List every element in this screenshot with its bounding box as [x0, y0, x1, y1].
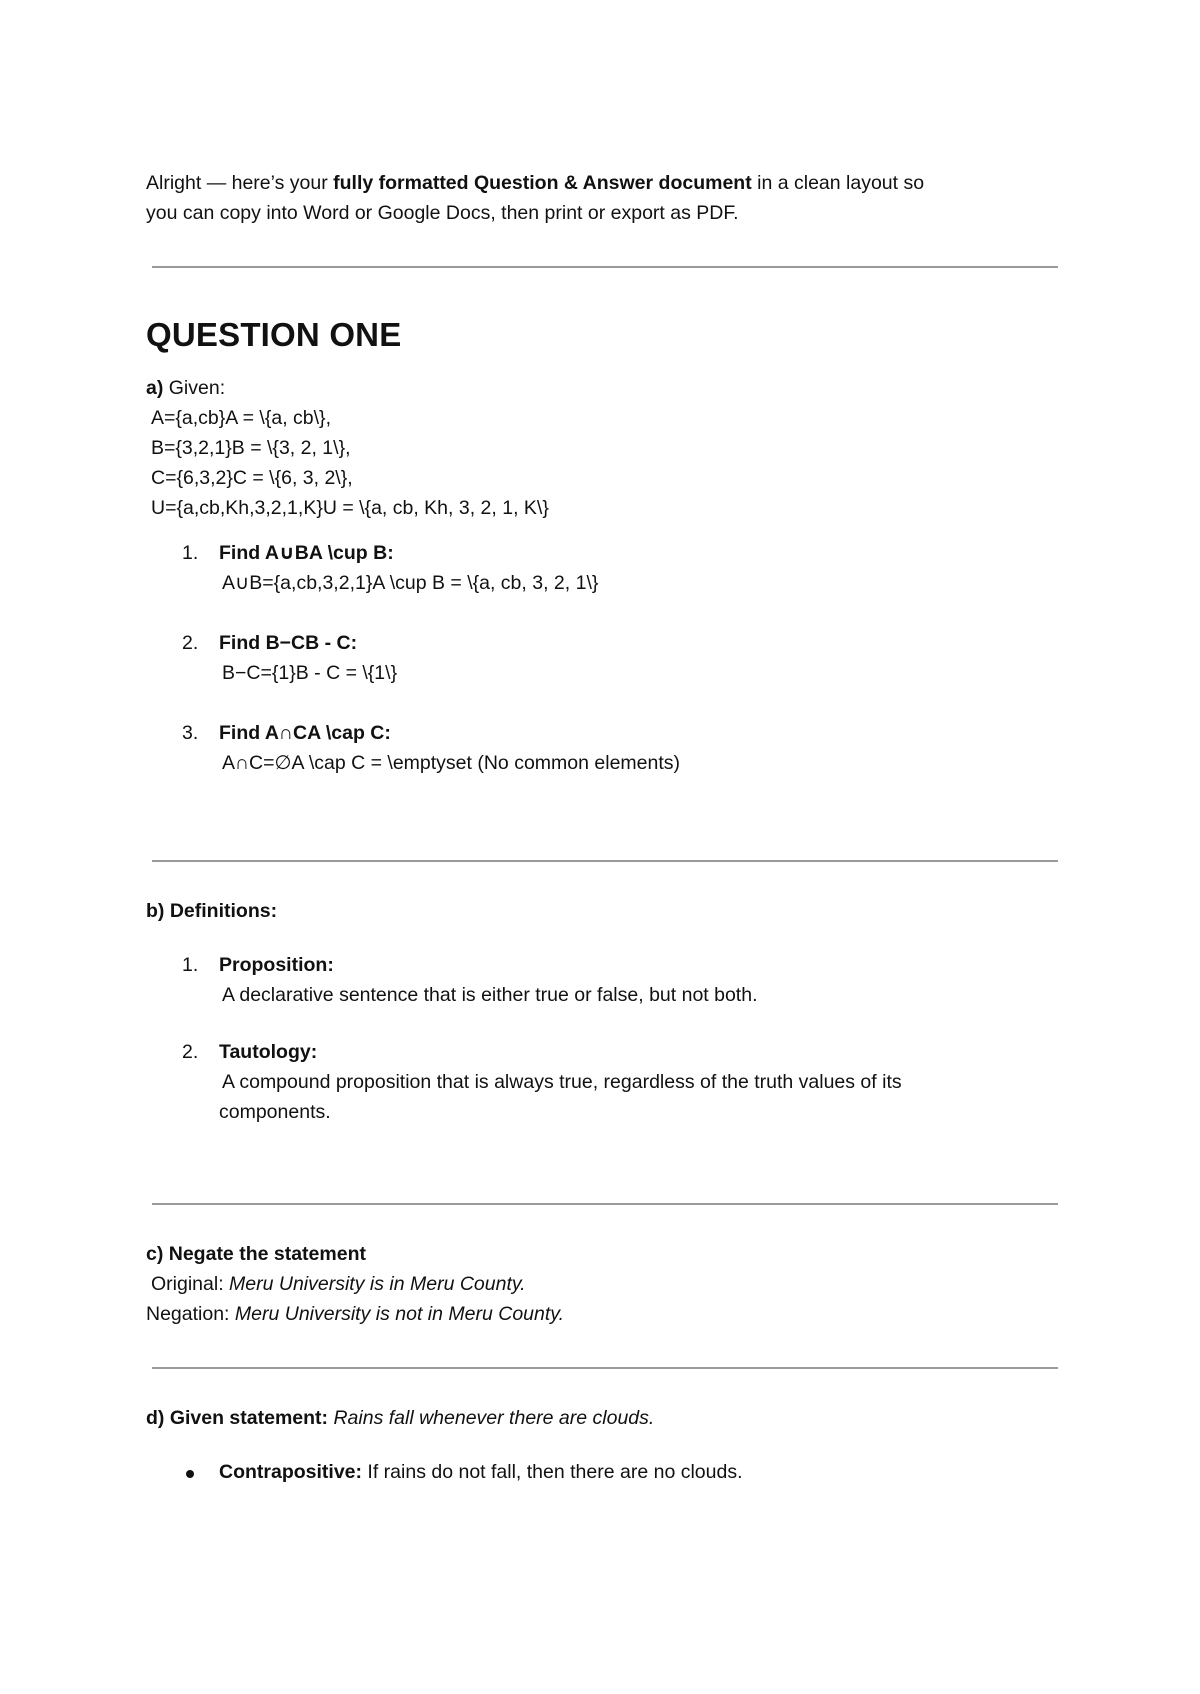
set-b: B={3,2,1}B = \{3, 2, 1\},	[151, 437, 351, 459]
definition-tautology-line1: A compound proposition that is always true, regardless of the truth values of its	[222, 1071, 902, 1093]
term-proposition: Proposition:	[219, 954, 334, 976]
part-d-title	[146, 1403, 1066, 1433]
part-a-given	[146, 373, 1066, 403]
given-label: Given:	[163, 377, 226, 399]
definition-tautology-line2: components.	[219, 1101, 331, 1123]
item-answer: A∪B={a,cb,3,2,1}A \cup B = \{a, cb, 3, 2, 1\}	[222, 572, 599, 594]
item-number: 1.	[182, 954, 199, 976]
item-title: Find A∩CA \cap C:	[219, 722, 391, 744]
part-d-title-text: d) Given statement:	[146, 1407, 329, 1429]
intro-line2: you can copy into Word or Google Docs, then print or export as PDF.	[146, 202, 739, 224]
item-number: 2.	[182, 1041, 199, 1063]
set-a: A={a,cb}A = \{a, cb\},	[151, 407, 331, 429]
intro-bold: fully formatted Question & Answer document	[333, 172, 752, 194]
document-page	[146, 168, 1066, 1487]
set-c: C={6,3,2}C = \{6, 3, 2\},	[151, 467, 353, 489]
intro-paragraph	[146, 168, 1066, 228]
negation-label: Negation:	[146, 1303, 235, 1325]
contrapositive-text: If rains do not fall, then there are no clouds.	[362, 1461, 743, 1483]
part-b-title	[146, 896, 1066, 926]
item-answer: B−C={1}B - C = \{1\}	[222, 662, 398, 684]
intro-line1-rest: in a clean layout so	[751, 172, 925, 194]
contrapositive-label: Contrapositive:	[219, 1461, 363, 1483]
list-item	[146, 950, 1066, 1010]
negation-statement	[146, 1299, 1066, 1329]
item-answer: A∩C=∅A \cap C = \emptyset (No common elements)	[222, 752, 681, 774]
list-item	[146, 538, 1066, 598]
part-b-title-text: b) Definitions:	[146, 900, 278, 922]
part-b-list	[146, 950, 1066, 1127]
item-number: 3.	[182, 722, 199, 744]
negation-text: Meru University is not in Meru County.	[234, 1303, 564, 1325]
item-number: 2.	[182, 632, 199, 654]
original-label: Original:	[151, 1273, 230, 1295]
given-statement: Rains fall whenever there are clouds.	[328, 1407, 655, 1429]
part-c-title	[146, 1239, 1066, 1269]
item-title: Find B−CB - C:	[219, 632, 358, 654]
bullet-icon	[186, 1470, 194, 1478]
item-number: 1.	[182, 542, 199, 564]
question-title: QUESTION ONE	[146, 316, 402, 353]
term-tautology: Tautology:	[219, 1041, 318, 1063]
part-c-title-text: c) Negate the statement	[146, 1243, 366, 1265]
original-text: Meru University is in Meru County.	[229, 1273, 526, 1295]
part-a-list	[146, 538, 1066, 778]
original-statement	[146, 1269, 1066, 1299]
list-item	[146, 628, 1066, 688]
part-a-label: a)	[146, 377, 164, 399]
list-item	[146, 1457, 1066, 1487]
intro-prefix: Alright — here’s your	[146, 172, 334, 194]
list-item	[146, 718, 1066, 778]
item-title: Find A∪BA \cup B:	[219, 542, 394, 564]
definition-proposition: A declarative sentence that is either true or false, but not both.	[222, 984, 758, 1006]
list-item	[146, 1037, 1066, 1127]
set-u: U={a,cb,Kh,3,2,1,K}U = \{a, cb, Kh, 3, 2, 1, K\}	[151, 497, 549, 519]
